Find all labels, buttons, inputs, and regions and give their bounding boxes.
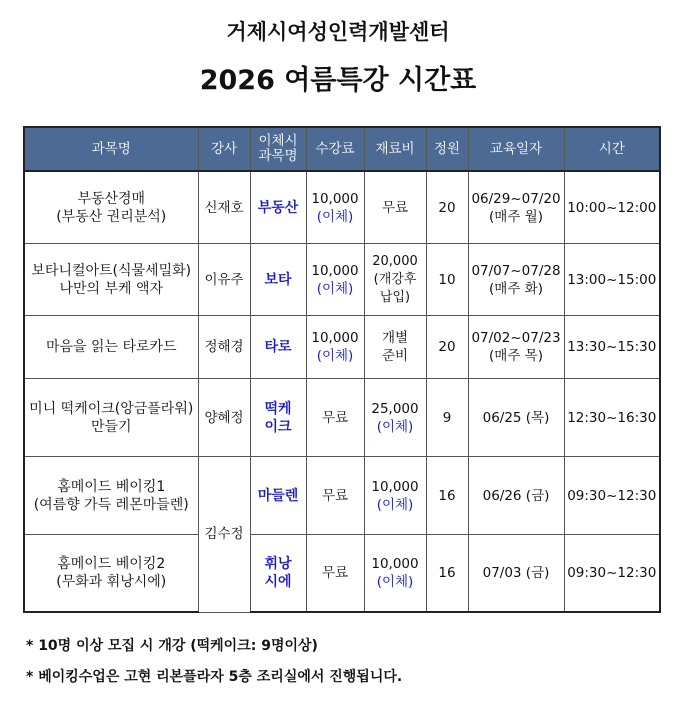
fee-cell <box>306 171 364 244</box>
transfer-code: 휘낭 <box>264 556 292 572</box>
fee-cell <box>306 457 364 535</box>
dates-cell <box>468 457 564 535</box>
table-row <box>24 379 660 457</box>
material-fee: 25,000 <box>371 400 419 417</box>
transfer-code: 부동산 <box>257 199 299 216</box>
capacity-cell: 9 <box>426 379 468 457</box>
dates-range: 06/29~07/20 <box>471 190 561 207</box>
capacity-cell: 16 <box>426 535 468 613</box>
course-cell <box>24 457 198 535</box>
material-fee: 20,000 <box>372 253 418 269</box>
dates-single: 07/03 (금) <box>482 565 550 581</box>
course-cell <box>24 535 198 613</box>
course-cell <box>24 316 198 379</box>
dates-cell <box>468 316 564 379</box>
fee-amount: 10,000 <box>311 190 359 207</box>
transfer-code-cell <box>250 171 306 244</box>
course-subtitle: (무화과 휘낭시에) <box>56 574 167 590</box>
fee-method: (이체) <box>316 280 354 297</box>
course-subtitle: (여름향 가득 레몬마들렌) <box>33 496 189 513</box>
transfer-code: 타로 <box>264 339 292 355</box>
capacity-cell: 20 <box>426 171 468 244</box>
capacity-cell: 16 <box>426 457 468 535</box>
note-baking-location: * 베이킹수업은 고현 리본플라자 5층 조리실에서 진행됩니다. <box>26 669 403 685</box>
dates-cell <box>468 244 564 316</box>
material-note: 준비 <box>381 348 409 364</box>
transfer-code-2: 이크 <box>264 418 292 435</box>
course-subtitle: (부동산 권리분석) <box>56 208 167 225</box>
instructor-cell: 이유주 <box>198 244 250 316</box>
material-cell <box>364 457 426 535</box>
material-note: (개강후 <box>373 271 417 287</box>
transfer-code: 마들렌 <box>257 487 299 504</box>
fee-method: (이체) <box>316 348 354 364</box>
table-header-row <box>24 127 660 171</box>
material-cell <box>364 316 426 379</box>
course-subtitle: 나만의 부케 액자 <box>59 280 164 297</box>
material-fee: 10,000 <box>371 556 419 572</box>
course-name: 보타니컬아트(식물세밀화) <box>31 262 192 279</box>
transfer-code-cell <box>250 244 306 316</box>
time-cell: 09:30~12:30 <box>564 457 660 535</box>
time-cell: 12:30~16:30 <box>564 379 660 457</box>
course-name: 홈메이드 베이킹2 <box>57 556 166 572</box>
dates-cell <box>468 171 564 244</box>
transfer-code-cell <box>250 457 306 535</box>
fee-amount: 무료 <box>321 409 349 426</box>
material-method: (이체) <box>376 418 414 435</box>
col-header-time: 시간 <box>564 127 660 171</box>
transfer-code-cell <box>250 535 306 613</box>
time-cell: 13:00~15:00 <box>564 244 660 316</box>
course-name: 부동산경매 <box>77 190 146 207</box>
transfer-code: 보타 <box>264 271 292 288</box>
dates-single: 06/26 (금) <box>482 487 550 504</box>
course-subtitle: 만들기 <box>90 418 132 435</box>
transfer-code: 떡케 <box>264 400 292 417</box>
dates-single: 06/25 (목) <box>482 409 550 426</box>
time-cell: 10:00~12:00 <box>564 171 660 244</box>
fee-amount: 10,000 <box>311 262 359 279</box>
col-header-material: 재료비 <box>364 127 426 171</box>
col-header-capacity: 정원 <box>426 127 468 171</box>
col-header-dates: 교육일자 <box>468 127 564 171</box>
dates-cell <box>468 535 564 613</box>
schedule-table <box>23 126 661 613</box>
page-title: 2026 여름특강 시간표 <box>199 65 477 96</box>
transfer-code-2: 시에 <box>264 574 292 590</box>
col-header-instructor: 강사 <box>198 127 250 171</box>
material-method: (이체) <box>376 496 414 513</box>
time-cell: 09:30~12:30 <box>564 535 660 613</box>
dates-range: 07/02~07/23 <box>471 330 561 346</box>
course-name: 미니 떡케이크(앙금플라워) <box>29 400 194 417</box>
capacity-cell: 10 <box>426 244 468 316</box>
table-row <box>24 244 660 316</box>
instructor-cell: 신재호 <box>198 171 250 244</box>
instructor-cell: 정해경 <box>198 316 250 379</box>
material-cell <box>364 244 426 316</box>
fee-cell <box>306 316 364 379</box>
organization-name: 거제시여성인력개발센터 <box>226 20 450 44</box>
course-cell <box>24 244 198 316</box>
table-row <box>24 171 660 244</box>
table-row <box>24 535 660 613</box>
col-header-transfer-line2: 과목명 <box>258 148 298 164</box>
table-row <box>24 316 660 379</box>
course-cell <box>24 171 198 244</box>
material-fee: 10,000 <box>371 478 419 495</box>
col-header-fee: 수강료 <box>306 127 364 171</box>
material-cell <box>364 379 426 457</box>
col-header-course: 과목명 <box>24 127 198 171</box>
course-name: 홈메이드 베이킹1 <box>57 478 166 495</box>
material-fee: 개별 <box>381 330 409 346</box>
instructor-cell-merged: 김수정 <box>198 457 250 613</box>
material-note-2: 납입) <box>379 289 411 305</box>
fee-method: (이체) <box>316 208 354 225</box>
transfer-code-cell <box>250 379 306 457</box>
course-name: 마음을 읽는 타로카드 <box>45 339 177 355</box>
dates-range: 07/07~07/28 <box>471 262 561 279</box>
note-opening-condition: * 10명 이상 모집 시 개강 (떡케이크: 9명이상) <box>26 638 318 654</box>
table-row <box>24 457 660 535</box>
material-cell <box>364 171 426 244</box>
time-cell: 13:30~15:30 <box>564 316 660 379</box>
fee-amount: 무료 <box>321 565 349 581</box>
material-cell <box>364 535 426 613</box>
material-fee: 무료 <box>381 199 409 216</box>
fee-amount: 무료 <box>321 487 349 504</box>
fee-cell <box>306 535 364 613</box>
dates-cell <box>468 379 564 457</box>
material-method: (이체) <box>376 574 414 590</box>
instructor-cell: 양혜정 <box>198 379 250 457</box>
col-header-transfer-name <box>250 127 306 171</box>
dates-weekday: (매주 화) <box>489 280 543 297</box>
fee-cell <box>306 244 364 316</box>
fee-cell <box>306 379 364 457</box>
transfer-code-cell <box>250 316 306 379</box>
course-cell <box>24 379 198 457</box>
dates-weekday: (매주 목) <box>489 348 543 364</box>
col-header-transfer-line1: 이체시 <box>258 133 298 149</box>
dates-weekday: (매주 월) <box>489 208 543 225</box>
fee-amount: 10,000 <box>311 330 359 346</box>
capacity-cell: 20 <box>426 316 468 379</box>
